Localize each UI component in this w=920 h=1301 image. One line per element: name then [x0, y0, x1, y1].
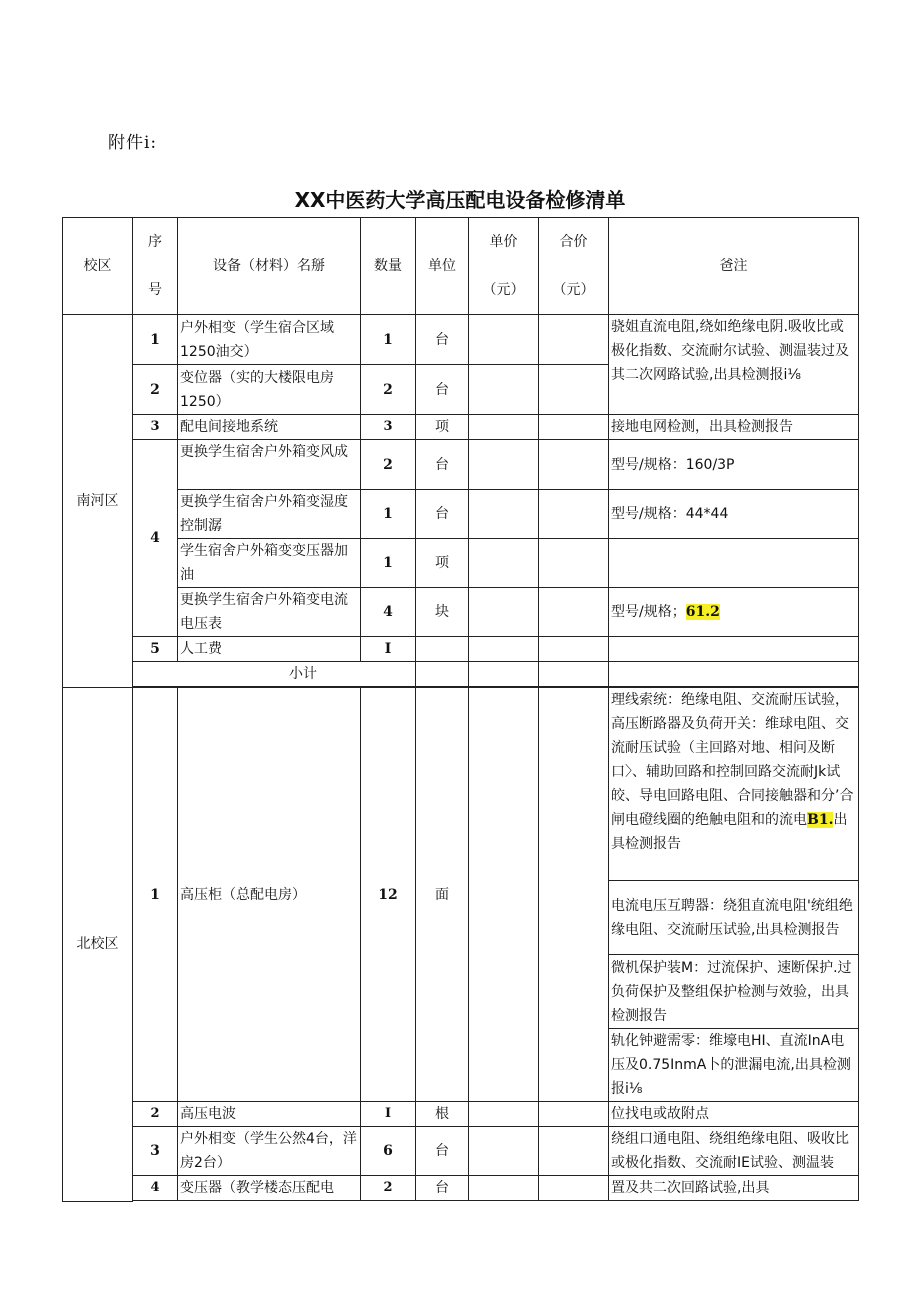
subtotal-row — [63, 662, 859, 687]
qty-cell: 12 — [361, 688, 416, 1102]
table-row — [63, 539, 859, 588]
total-price-cell — [539, 440, 609, 490]
table-row — [63, 688, 859, 881]
unit-cell: 台 — [416, 440, 469, 490]
unit-cell: 台 — [416, 315, 469, 365]
table-row — [63, 1127, 859, 1176]
item-name-cell: 更换学生宿舍户外箱变湿度控制潺 — [178, 490, 361, 539]
qty-cell: 1 — [361, 315, 416, 365]
unit-cell — [416, 662, 469, 687]
unit-cell: 台 — [416, 1176, 469, 1201]
unit-price-cell — [469, 315, 539, 365]
unit-price-cell — [469, 539, 539, 588]
total-price-cell — [539, 637, 609, 662]
seq-cell: 1 — [133, 315, 178, 365]
qty-cell: 6 — [361, 1127, 416, 1176]
remark-cell: 型号/规格：160/3P — [609, 440, 859, 490]
item-name-cell: 户外相变（学生公然4台，洋房2台） — [178, 1127, 361, 1176]
total-price-cell — [539, 688, 609, 1102]
remark-cell: 位找电或故附点 — [609, 1102, 859, 1127]
unit-cell — [416, 637, 469, 662]
highlighted-value: 61.2 — [685, 604, 720, 620]
item-name-cell: 配电间接地系统 — [178, 415, 361, 440]
header-remark: 爸注 — [609, 218, 859, 315]
header-row — [63, 218, 859, 315]
seq-cell: 5 — [133, 637, 178, 662]
remark-cell: 微机保护装M：过流保护、速断保护.过负荷保护及整组保护检测与效验，出具检测报告 — [609, 955, 859, 1029]
item-name-cell: 高压电波 — [178, 1102, 361, 1127]
total-price-cell — [539, 662, 609, 687]
header-seq: 序 号 — [133, 218, 178, 315]
qty-cell: 3 — [361, 415, 416, 440]
total-price-cell — [539, 588, 609, 637]
item-name-cell: 变位器（实的大楼限电房1250） — [178, 365, 361, 415]
unit-cell: 根 — [416, 1102, 469, 1127]
unit-cell: 块 — [416, 588, 469, 637]
table-row — [63, 1102, 859, 1127]
total-price-cell — [539, 315, 609, 365]
qty-cell: 1 — [361, 490, 416, 539]
unit-price-cell — [469, 365, 539, 415]
unit-cell: 台 — [416, 490, 469, 539]
remark-cell: 轨化钟避需零：维壕电HI、直流InA电压及0.75InmA卜的泄漏电流,出具检测报i⅛ — [609, 1029, 859, 1102]
table-row — [63, 588, 859, 637]
seq-cell: 2 — [133, 1102, 178, 1127]
total-price-cell — [539, 1127, 609, 1176]
total-price-cell — [539, 539, 609, 588]
item-name-cell: 更换学生宿舍户外箱变电流电压表 — [178, 588, 361, 637]
remark-cell: 电流电压互聘器：绕狙直流电阻'统组绝缘电阻、交流耐压试验,出具检测报告 — [609, 881, 859, 955]
remark-cell: 理线索统：绝缘电阻、交流耐压试验，高压断路器及负荷开关：维球电阻、交流耐压试验（主回路对地、相问及断口〉、辅助回路和控制回路交流耐Jk试皎、导电回路电阻、合同接触器和分’合闸电磴线圈的绝触电阻和的流电B1.出具检测报告 — [609, 688, 859, 881]
total-price-cell — [539, 1176, 609, 1201]
remark-cell: 骁姐直流电阻,绕如绝缘电阴.吸收比或极化指数、交流耐尔试验、测温装过及其二次网路试验,出具检测报i⅛ — [609, 315, 859, 415]
table-row — [63, 440, 859, 490]
page-title: XX中医药大学高压配电设备检修清单 — [294, 188, 626, 212]
header-total-price: 合价 （元） — [539, 218, 609, 315]
item-name-cell: 高压柜（总配电房） — [178, 688, 361, 1102]
item-name-cell: 更换学生宿舍户外箱变风成 — [178, 440, 361, 490]
subtotal-label: 小计 — [133, 662, 416, 687]
seq-cell: 4 — [133, 440, 178, 637]
remark-cell: 置及共二次回路试验,出具 — [609, 1176, 859, 1201]
unit-price-cell — [469, 1127, 539, 1176]
unit-price-cell — [469, 415, 539, 440]
qty-cell: 4 — [361, 588, 416, 637]
item-name-cell: 变压器（教学楼态压配电 — [178, 1176, 361, 1201]
header-unit: 单位 — [416, 218, 469, 315]
seq-cell: 3 — [133, 1127, 178, 1176]
remark-cell — [609, 662, 859, 687]
attachment-label: 附件i: — [108, 133, 158, 153]
unit-price-cell — [469, 688, 539, 1102]
item-name-cell: 户外相变（学生宿合区域1250油交） — [178, 315, 361, 365]
table-row — [63, 415, 859, 440]
seq-cell: 3 — [133, 415, 178, 440]
qty-cell: I — [361, 637, 416, 662]
unit-price-cell — [469, 588, 539, 637]
remark-cell: 接地电网检测，出具检测报告 — [609, 415, 859, 440]
table-row — [63, 490, 859, 539]
table-row — [63, 1176, 859, 1201]
unit-cell: 面 — [416, 688, 469, 1102]
unit-price-cell — [469, 662, 539, 687]
remark-cell — [609, 539, 859, 588]
unit-price-cell — [469, 1102, 539, 1127]
qty-cell: I — [361, 1102, 416, 1127]
item-name-cell: 人工费 — [178, 637, 361, 662]
unit-price-cell — [469, 490, 539, 539]
qty-cell: 1 — [361, 539, 416, 588]
qty-cell: 2 — [361, 440, 416, 490]
remark-cell: 绕组口通电阻、绕组绝缘电阻、吸收比或极化指数、交流耐IE试验、测温装 — [609, 1127, 859, 1176]
total-price-cell — [539, 415, 609, 440]
unit-price-cell — [469, 637, 539, 662]
remark-cell: 型号/规格：44*44 — [609, 490, 859, 539]
campus-cell: 南河区 — [63, 315, 133, 688]
table-row — [63, 637, 859, 662]
qty-cell: 2 — [361, 365, 416, 415]
maintenance-table — [62, 217, 859, 1202]
highlighted-value: B1. — [807, 812, 834, 828]
header-campus: 校区 — [63, 218, 133, 315]
remark-cell — [609, 637, 859, 662]
qty-cell: 2 — [361, 1176, 416, 1201]
seq-cell: 4 — [133, 1176, 178, 1201]
unit-cell: 项 — [416, 415, 469, 440]
campus-cell: 北校区 — [63, 688, 133, 1202]
unit-cell: 台 — [416, 1127, 469, 1176]
header-unit-price: 单价 （元） — [469, 218, 539, 315]
table-row — [63, 315, 859, 365]
unit-cell: 台 — [416, 365, 469, 415]
item-name-cell: 学生宿舍户外箱变变压器加油 — [178, 539, 361, 588]
unit-cell: 项 — [416, 539, 469, 588]
total-price-cell — [539, 365, 609, 415]
header-qty: 数量 — [361, 218, 416, 315]
unit-price-cell — [469, 440, 539, 490]
remark-cell: 型号/规格；61.2 — [609, 588, 859, 637]
header-name: 设备（材料）名掰 — [178, 218, 361, 315]
unit-price-cell — [469, 1176, 539, 1201]
total-price-cell — [539, 490, 609, 539]
seq-cell: 2 — [133, 365, 178, 415]
seq-cell: 1 — [133, 688, 178, 1102]
total-price-cell — [539, 1102, 609, 1127]
